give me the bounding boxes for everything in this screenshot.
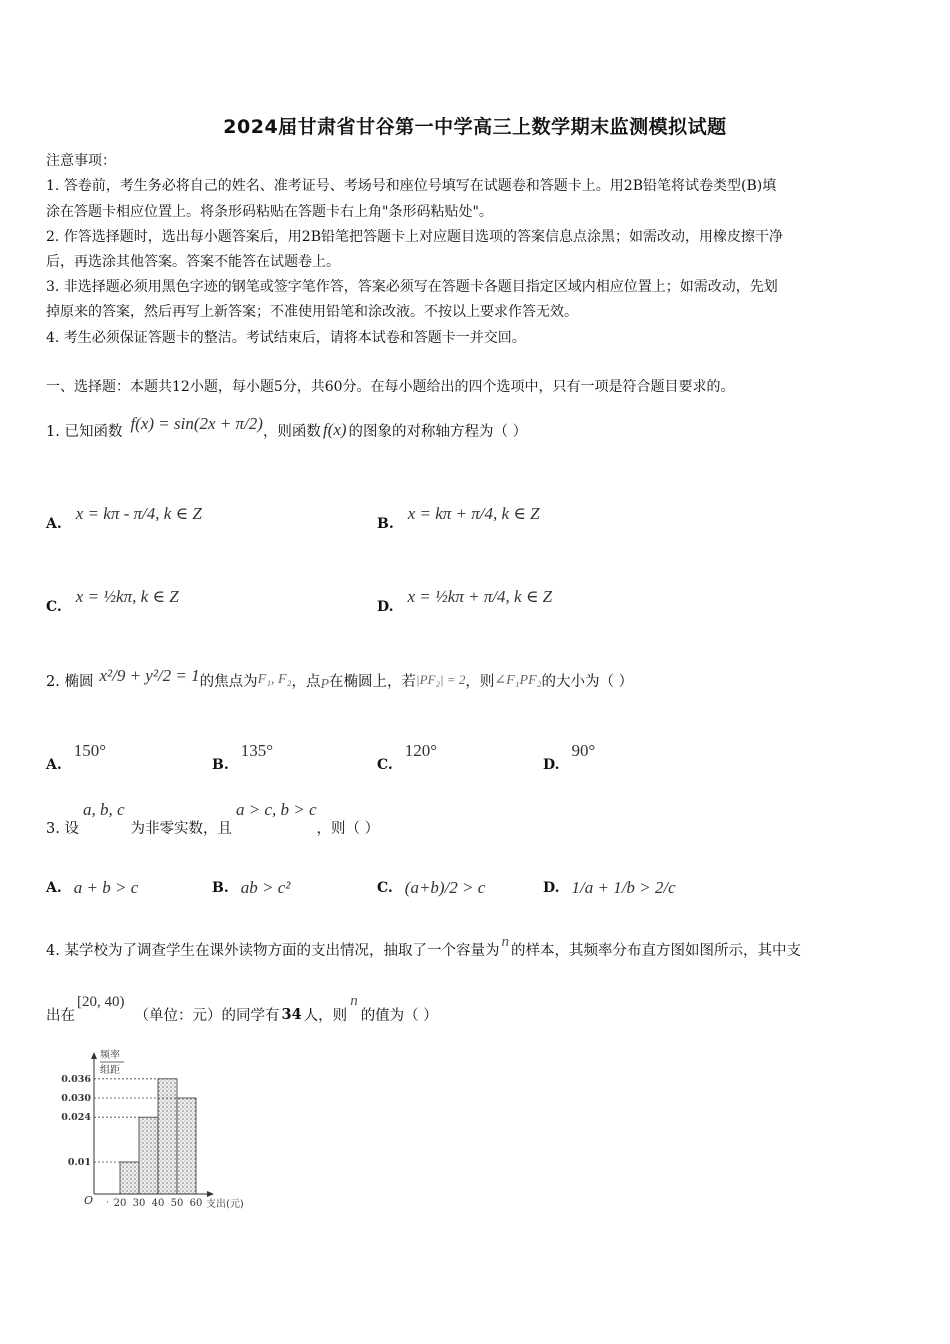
q2-option-d[interactable] (543, 735, 595, 771)
q2-option-c[interactable] (377, 735, 437, 771)
option-label: C. (46, 599, 62, 615)
y-tick-label: 0.036 (61, 1073, 91, 1085)
notice-line: 3. 非选择题必须用黑色字迹的钢笔或签字笔作答，答案必须写在答题卡各题目指定区域内相应位置上；如需改动，先划 (46, 279, 778, 295)
x-tick-label: 40 (151, 1198, 165, 1209)
question-3 (46, 796, 379, 836)
q4-text: 的值为（ ） (360, 1007, 438, 1024)
option-text: x = kπ - π/4, k ∈ Z (75, 504, 202, 523)
x-axis-label: 支出(元) (206, 1199, 244, 1210)
notice-line: 后，再选涂其他答案。答案不能答在试题卷上。 (46, 254, 340, 270)
option-label: C. (377, 880, 393, 896)
q2-text: 在椭圆上，若 (329, 673, 417, 690)
question-2 (46, 660, 633, 700)
q1-option-a[interactable] (46, 494, 202, 534)
section-heading: 一、选择题：本题共12小题，每小题5分，共60分。在每小题给出的四个选项中，只有一项是符合题目要求的。 (46, 379, 735, 395)
histogram-bar (120, 1162, 139, 1194)
x-tick-label: 20 (113, 1198, 127, 1209)
option-text: a + b > c (73, 878, 139, 897)
option-text: x = kπ + π/4, k ∈ Z (407, 504, 540, 523)
q2-angle: ∠F₁PF₂ (494, 672, 542, 688)
option-label: B. (212, 880, 229, 896)
option-text: x = ½kπ + π/4, k ∈ Z (407, 587, 553, 606)
q2-text: ，则 (465, 673, 495, 690)
q1-function-ref: f(x) (322, 420, 347, 439)
x-axis-arrow-icon (207, 1191, 214, 1197)
x-tick-label: 50 (170, 1198, 184, 1209)
q2-ellipse: x²/9 + y²/2 = 1 (99, 666, 200, 685)
q2-condition: |PF₂| = 2 (416, 672, 466, 687)
x-tick-label: 60 (189, 1198, 203, 1209)
notice-line: 涂在答题卡相应位置上。将条形码粘贴在答题卡右上角"条形码粘贴处"。 (46, 204, 493, 220)
y-tick-label: 0.024 (61, 1112, 91, 1124)
q2-text: 的焦点为 (199, 673, 258, 690)
notice-line: 4. 考生必须保证答题卡的整洁。考试结束后，请将本试卷和答题卡一并交回。 (46, 330, 526, 346)
q1-function: f(x) = sin(2x + π/2) (130, 414, 263, 433)
q3-option-a[interactable] (46, 870, 138, 906)
page-title: 2024届甘肃省甘谷第一中学高三上数学期末监测模拟试题 (223, 116, 727, 138)
q1-prefix: 1. 已知函数 (46, 423, 123, 440)
q3-text: ，则（ ） (316, 820, 380, 837)
q1-option-d[interactable] (377, 577, 552, 617)
q3-option-c[interactable] (377, 870, 485, 906)
q4-text: 的样本，其频率分布直方图如图所示，其中支 (510, 942, 801, 959)
option-label: D. (377, 599, 394, 615)
q2-option-a[interactable] (46, 735, 106, 771)
option-label: C. (377, 757, 393, 773)
q3-option-d[interactable] (543, 870, 676, 906)
q1-mid: ，则函数 (262, 423, 321, 440)
histogram-bar (177, 1098, 196, 1194)
notice-heading: 注意事项： (46, 153, 116, 169)
option-label: B. (212, 757, 229, 773)
option-label: B. (377, 516, 394, 532)
q1-option-b[interactable] (377, 494, 540, 534)
notice-line: 2. 作答选择题时，选出每小题答案后，用2B铅笔把答题卡上对应题目选项的答案信息点涂黑；如需改动，用橡皮擦干净 (46, 229, 783, 245)
q1-suffix: 的图象的对称轴方程为（ ） (348, 423, 528, 440)
q2-prefix: 2. 椭圆 (46, 673, 94, 690)
notice-line: 1. 答卷前，考生务必将自己的姓名、准考证号、考场号和座位号填写在试题卷和答题卡上。用2B铅笔将试卷类型(B)填 (46, 178, 777, 194)
option-label: A. (46, 757, 62, 773)
x-tick-label: 30 (132, 1198, 146, 1209)
frequency-histogram (58, 1046, 268, 1216)
q2-text: ，点 (291, 673, 321, 690)
q2-text: 的大小为（ ） (541, 673, 634, 690)
q4-count: 34 (281, 1005, 302, 1023)
x-tick-dot: · (106, 1198, 109, 1208)
q3-condition: a > c, b > c (236, 800, 317, 819)
q4-interval: [20, 40) (77, 993, 125, 1010)
option-text: 135° (240, 741, 274, 760)
option-label: A. (46, 880, 62, 896)
option-label: A. (46, 516, 62, 532)
q3-prefix: 3. 设 (46, 820, 79, 837)
histogram-bar (158, 1079, 177, 1194)
q4-text: 人，则 (303, 1007, 348, 1024)
option-text: (a+b)/2 > c (404, 878, 486, 897)
origin-label: O (84, 1194, 94, 1207)
q3-text: 为非零实数，且 (130, 820, 232, 837)
option-text: 120° (404, 741, 438, 760)
histogram-bar (139, 1117, 158, 1194)
q2-point: P (320, 677, 330, 692)
option-text: 150° (73, 741, 107, 760)
y-axis-arrow-icon (91, 1052, 97, 1059)
q2-foci: F₁, F₂ (257, 672, 292, 687)
option-text: ab > c² (240, 878, 291, 897)
q2-option-b[interactable] (212, 735, 273, 771)
option-text: 90° (571, 741, 596, 760)
q1-option-c[interactable] (46, 577, 179, 617)
question-4-line2 (46, 990, 438, 1026)
question-4-line1 (46, 935, 801, 963)
y-tick-label: 0.01 (67, 1157, 91, 1168)
notice-line: 掉原来的答案，然后再写上新答案；不准使用铅笔和涂改液。不按以上要求作答无效。 (46, 304, 578, 320)
option-text: x = ½kπ, k ∈ Z (75, 587, 179, 606)
y-tick-label: 0.030 (61, 1093, 91, 1104)
q3-option-b[interactable] (212, 870, 290, 906)
q4-n: n (350, 992, 358, 1009)
q3-vars: a, b, c (82, 800, 125, 819)
option-label: D. (543, 880, 560, 896)
y-axis-label-top: 频率 (100, 1050, 120, 1061)
y-axis-label-bottom: 组距 (100, 1065, 120, 1076)
question-1 (46, 410, 527, 450)
q4-n: n (501, 933, 509, 950)
q4-text: （单位：元）的同学有 (134, 1007, 280, 1024)
q4-text: 4. 某学校为了调查学生在课外读物方面的支出情况，抽取了一个容量为 (46, 942, 500, 959)
option-label: D. (543, 757, 560, 773)
option-text: 1/a + 1/b > 2/c (571, 878, 676, 897)
q4-text: 出在 (46, 1007, 75, 1024)
